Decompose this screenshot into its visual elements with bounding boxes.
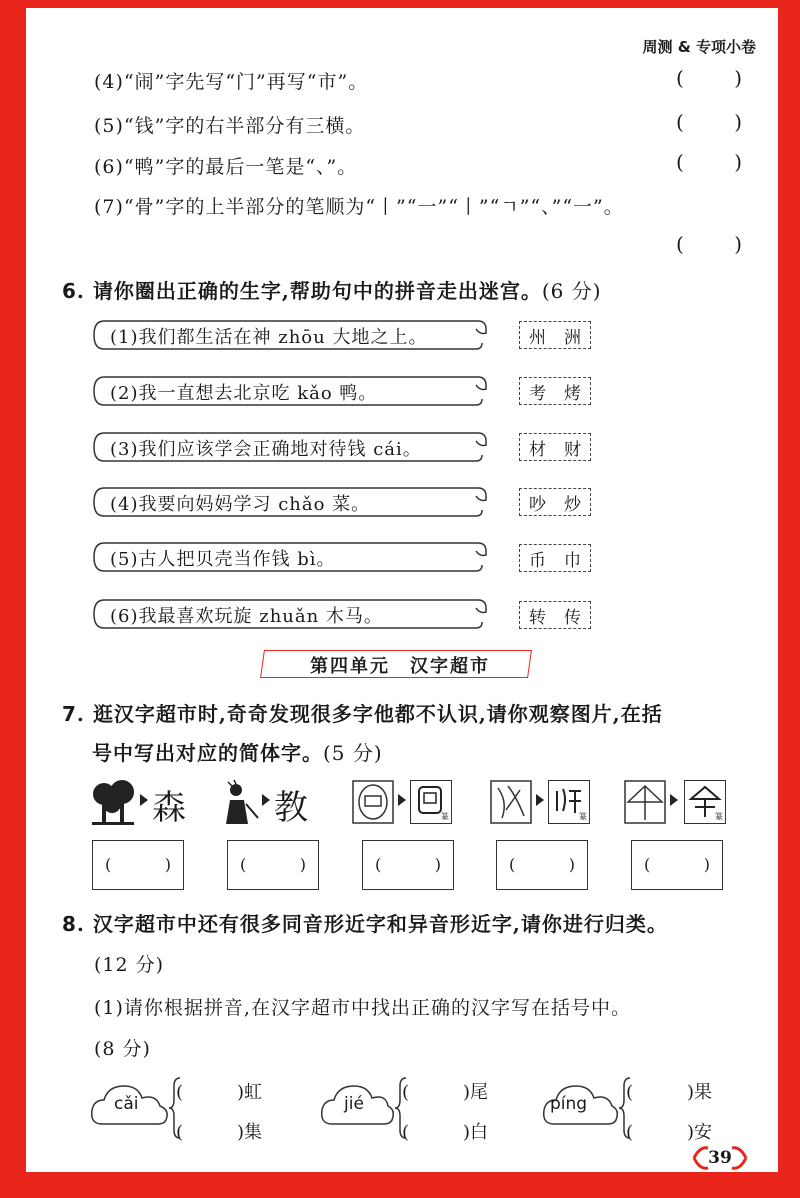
- q7-title-line1: 7. 逛汉字超市时,奇奇发现很多字他都不认识,请你观察图片,在括: [62, 702, 663, 726]
- scroll-sentence-6: [92, 597, 488, 631]
- option-char[interactable]: 传: [564, 607, 581, 628]
- arrow-icon: [398, 794, 406, 806]
- sentence-text: (2)我一直想去北京吃 kǎo 鸭。: [110, 383, 378, 404]
- answer-paren-q5-7[interactable]: ( ): [676, 232, 742, 256]
- sentence-text: (6)我最喜欢玩旋 zhuǎn 木马。: [110, 606, 383, 627]
- sentence-text: (1)我们都生活在神 zhōu 大地之上。: [110, 327, 428, 348]
- ancient-glyph-sen: 森: [152, 788, 186, 828]
- answer-box-3[interactable]: ( ): [362, 840, 454, 890]
- scroll-sentence-4: [92, 485, 488, 519]
- picture-frame-icon: [490, 780, 532, 824]
- blank-ping-1[interactable]: ( )果: [626, 1082, 713, 1103]
- answer-box-5[interactable]: ( ): [631, 840, 723, 890]
- teacher-picture-icon: [220, 778, 260, 830]
- sentence-text: (3)我们应该学会正确地对待钱 cái。: [110, 439, 422, 460]
- scroll-sentence-5: [92, 540, 488, 574]
- answer-paren-q5-4[interactable]: ( ): [676, 66, 742, 90]
- seal-label: 篆: [441, 812, 449, 821]
- arrow-icon: [536, 794, 544, 806]
- sentence-text: (5)古人把贝壳当作钱 bì。: [110, 549, 336, 570]
- ancient-glyph-jiao: 教: [274, 788, 308, 828]
- option-char[interactable]: 材: [529, 439, 546, 460]
- page-number: 39: [708, 1148, 732, 1168]
- arrow-icon: [670, 794, 678, 806]
- choice-box-1[interactable]: [519, 321, 591, 349]
- option-char[interactable]: 财: [564, 439, 581, 460]
- blank-jie-1[interactable]: ( )尾: [402, 1082, 489, 1103]
- sentence-text: (4)我要向妈妈学习 chǎo 菜。: [110, 494, 371, 515]
- option-char[interactable]: 洲: [564, 327, 581, 348]
- choice-box-5[interactable]: [519, 544, 591, 572]
- option-char[interactable]: 转: [529, 607, 546, 628]
- blank-cai-2[interactable]: ( )集: [176, 1122, 263, 1143]
- q5-item-7: (7)“骨”字的上半部分的笔顺为“丨”“一”“丨”“ㄱ”“、”“一”。: [94, 196, 624, 218]
- option-char[interactable]: 州: [529, 327, 546, 348]
- unit-banner-title: 第四单元 汉字超市: [310, 656, 490, 677]
- option-char[interactable]: 吵: [529, 494, 546, 515]
- seal-label: 篆: [715, 812, 723, 821]
- scroll-sentence-3: [92, 430, 488, 464]
- pinyin-ping: píng: [550, 1094, 588, 1114]
- seal-script-box: [410, 780, 452, 824]
- q8-score: (12 分): [94, 954, 165, 976]
- q8-title-line1: 8. 汉字超市中还有很多同音形近字和异音形近字,请你进行归类。: [62, 912, 668, 936]
- pinyin-jie: jié: [344, 1094, 364, 1114]
- option-char[interactable]: 巾: [564, 550, 581, 571]
- pinyin-cai: cǎi: [114, 1094, 139, 1114]
- blank-jie-2[interactable]: ( )白: [402, 1122, 489, 1143]
- page-header: 周测 & 专项小卷: [642, 38, 756, 56]
- blank-ping-2[interactable]: ( )安: [626, 1122, 713, 1143]
- choice-box-3[interactable]: [519, 433, 591, 461]
- option-char[interactable]: 炒: [564, 494, 581, 515]
- q5-item-4: (4)“闹”字先写“门”再写“市”。: [94, 71, 369, 93]
- answer-box-1[interactable]: ( ): [92, 840, 184, 890]
- choice-box-2[interactable]: [519, 377, 591, 405]
- answer-box-4[interactable]: ( ): [496, 840, 588, 890]
- umbrella-picture-icon: [624, 780, 666, 824]
- arrow-icon: [262, 794, 270, 806]
- option-char[interactable]: 考: [529, 383, 546, 404]
- scroll-sentence-2: [92, 374, 488, 408]
- q6-title: 6. 请你圈出正确的生字,帮助句中的拼音走出迷宫。(6 分): [62, 279, 602, 303]
- choice-box-6[interactable]: [519, 601, 591, 629]
- answer-box-2[interactable]: ( ): [227, 840, 319, 890]
- scroll-sentence-1: [92, 318, 488, 352]
- option-char[interactable]: 烤: [564, 383, 581, 404]
- choice-box-4[interactable]: [519, 488, 591, 516]
- answer-paren-q5-6[interactable]: ( ): [676, 150, 742, 174]
- picture-frame-icon: [352, 780, 394, 824]
- q7-title-line2: 号中写出对应的简体字。(5 分): [92, 741, 383, 765]
- option-char[interactable]: 币: [529, 550, 546, 571]
- trees-picture-icon: [90, 778, 136, 830]
- q8-sub1-line1: (1)请你根据拼音,在汉字超市中找出正确的汉字写在括号中。: [94, 997, 631, 1019]
- q5-item-6: (6)“鸭”字的最后一笔是“、”。: [94, 156, 358, 178]
- q5-item-5: (5)“钱”字的右半部分有三横。: [94, 115, 366, 137]
- q8-sub1-score: (8 分): [94, 1038, 151, 1060]
- seal-script-box: [548, 780, 590, 824]
- seal-label: 篆: [579, 812, 587, 821]
- answer-paren-q5-5[interactable]: ( ): [676, 110, 742, 134]
- seal-script-box: [684, 780, 726, 824]
- arrow-icon: [140, 794, 148, 806]
- blank-cai-1[interactable]: ( )虹: [176, 1082, 263, 1103]
